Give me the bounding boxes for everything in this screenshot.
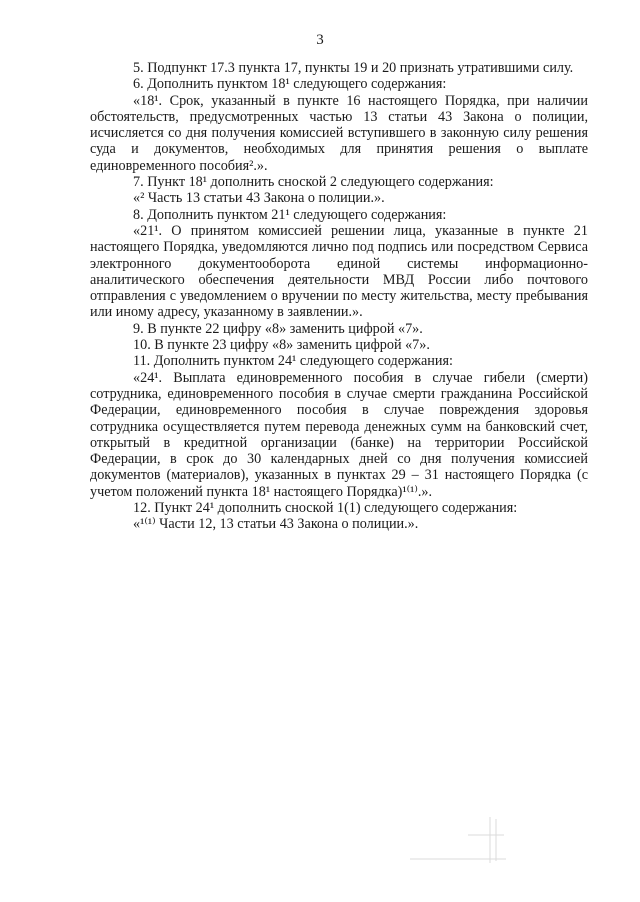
faint-stamp-mark (408, 815, 508, 865)
document-body (90, 60, 588, 533)
paragraph: «24¹. Выплата единовременного пособия в случае гибели (смерти) сотрудника, единовременного пособия в случае смерти гражданина Российской Федерации, единовременного пособия в случае повреждения здоровья сотрудника осуществляется путем перевода денежных сумм на банковский счет, открытый в кредитной организации (банке) на территории Российской Федерации, в срок до 30 календарных дней со дня получения комиссией документов (материалов), указанных в пунктах 29 – 31 настоящего Порядка (с учетом положений пункта 18¹ настоящего Порядка)¹⁽¹⁾.». (90, 369, 588, 500)
paragraph: 6. Дополнить пунктом 18¹ следующего содержания: (133, 76, 447, 93)
paragraph: «² Часть 13 статьи 43 Закона о полиции.». (133, 190, 385, 207)
paragraph: «¹⁽¹⁾ Части 12, 13 статьи 43 Закона о полиции.». (133, 516, 419, 533)
paragraph: 9. В пункте 22 цифру «8» заменить цифрой «7». (133, 320, 423, 337)
paragraph: 7. Пункт 18¹ дополнить сноской 2 следующего содержания: (133, 174, 494, 191)
paragraph: 8. Дополнить пунктом 21¹ следующего содержания: (133, 206, 447, 223)
paragraph: 10. В пункте 23 цифру «8» заменить цифрой «7». (133, 337, 430, 354)
paragraph: «21¹. О принятом комиссией решении лица, указанные в пункте 21 настоящего Порядка, уведомляются лично под подпись или посредством Сервиса электронного документооборота единой системы информационно-аналитического обеспечения деятельности МВД России либо почтового отправления с уведомлением о вручении по месту жительства, месту пребывания или иному адресу, указанному в заявлении.». (90, 222, 588, 321)
paragraph: 5. Подпункт 17.3 пункта 17, пункты 19 и 20 признать утратившими силу. (133, 60, 574, 76)
paragraph: «18¹. Срок, указанный в пункте 16 настоящего Порядка, при наличии обстоятельств, предусмотренных частью 13 статьи 43 Закона о полиции, исчисляется со дня получения комиссией вступившего в законную силу решения суда и документов, необходимых для принятия решения о выплате единовременного пособия².». (90, 92, 588, 174)
page-number: 3 (316, 32, 324, 48)
paragraph: 11. Дополнить пунктом 24¹ следующего содержания: (133, 353, 453, 370)
paragraph: 12. Пункт 24¹ дополнить сноской 1(1) следующего содержания: (133, 500, 518, 517)
